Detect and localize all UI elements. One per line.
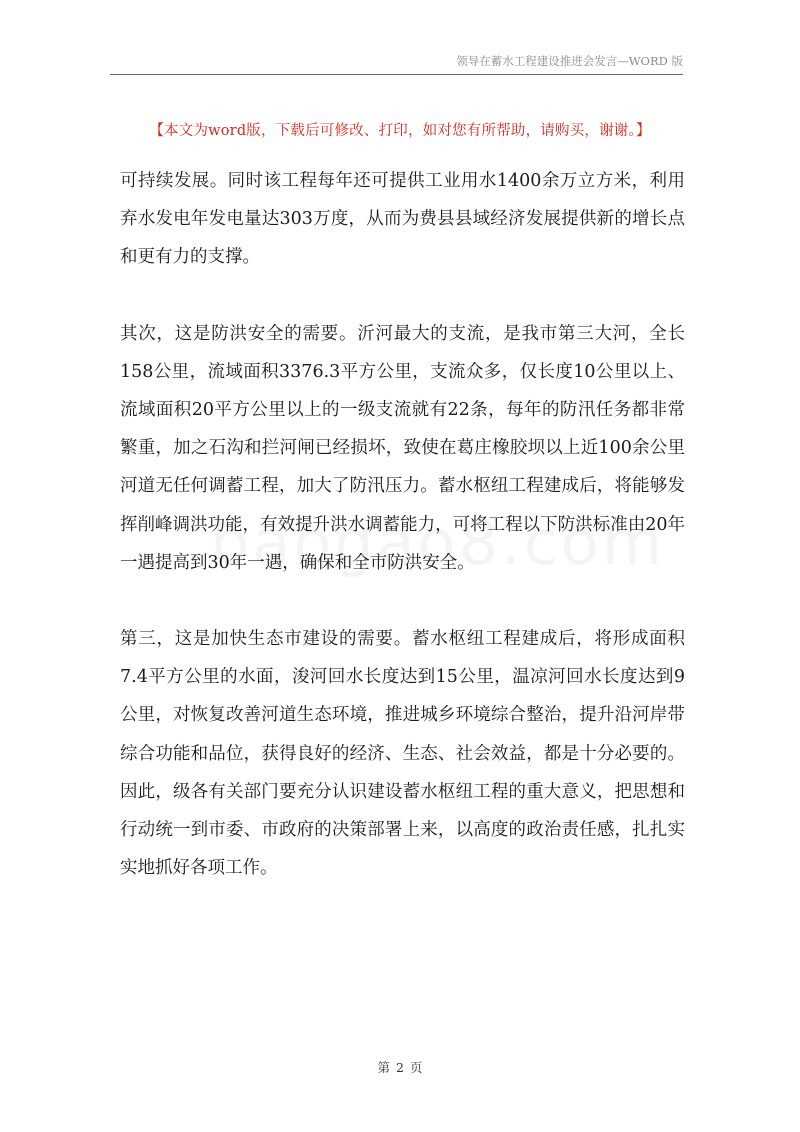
page-suffix: 页 (409, 1060, 423, 1075)
document-body (120, 162, 685, 887)
purchase-notice: 【本文为word版，下载后可修改、打印，如对您有所帮助，请购买，谢谢。】 (149, 123, 651, 139)
document-title: 领导在蓄水工程建设推进会发言—WORD 版 (456, 54, 683, 68)
page-prefix: 第 (377, 1060, 391, 1075)
page-footer (0, 1058, 800, 1076)
paragraph: 其次，这是防洪安全的需要。沂河最大的支流，是我市第三大河，全长158公里，流域面积3376.3平方公里，支流众多，仅长度10公里以上、流域面积20平方公里以上的一级支流就有22条，每年的防汛任务都非常繁重，加之石沟和拦河闸已经损坏，致使在葛庄橡胶坝以上近100余公里河道无任何调蓄工程，加大了防汛压力。蓄水枢纽工程建成后，将能够发挥削峰调洪功能，有效提升洪水调蓄能力，可将工程以下防洪标准由20年一遇提高到30年一遇，确保和全市防洪安全。 (120, 323, 685, 573)
page-number: 2 (396, 1060, 404, 1075)
page-header (110, 52, 683, 75)
paragraph: 可持续发展。同时该工程每年还可提供工业用水1400余万立方米，利用弃水发电年发电量达303万度，从而为费县县域经济发展提供新的增长点和更有力的支撑。 (120, 171, 685, 268)
paragraph: 第三，这是加快生态市建设的需要。蓄水枢纽工程建成后，将形成面积7.4平方公里的水面，浚河回水长度达到15公里，温凉河回水长度达到9公里，对恢复改善河道生态环境，推进城乡环境综合整治，提升沿河岸带综合功能和品位，获得良好的经济、生态、社会效益，都是十分必要的。因此，级各有关部门要充分认识建设蓄水枢纽工程的重大意义，把思想和行动统一到市委、市政府的决策部署上来，以高度的政治责任感，扎扎实实地抓好各项工作。 (120, 629, 685, 879)
